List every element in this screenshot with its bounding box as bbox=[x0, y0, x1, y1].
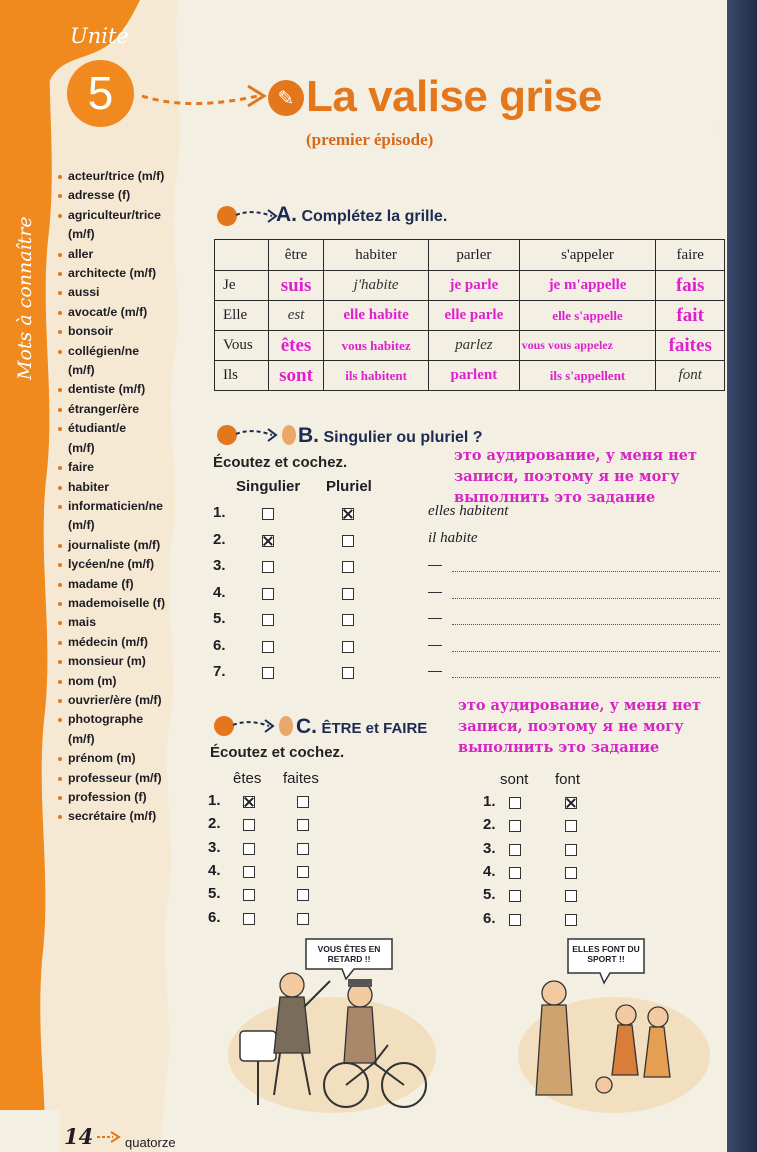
pluriel-checkbox[interactable] bbox=[342, 588, 354, 600]
vocab-item: nom (m) bbox=[58, 672, 178, 691]
unit-number: 5 bbox=[87, 67, 114, 119]
choice-checkbox[interactable] bbox=[297, 843, 309, 855]
vocab-item: mais bbox=[58, 613, 178, 632]
choice-checkbox[interactable] bbox=[509, 914, 521, 926]
section-a-title: A. Complétez la grille. bbox=[276, 203, 448, 226]
choice-checkbox[interactable] bbox=[243, 913, 255, 925]
grid-header-cell bbox=[215, 240, 269, 271]
grid-answer[interactable]: vous habitez bbox=[324, 331, 429, 361]
column-sont: sont bbox=[500, 771, 529, 788]
choice-checkbox[interactable] bbox=[243, 889, 255, 901]
vocab-item: profession (f) bbox=[58, 788, 178, 807]
row-number: 2. bbox=[213, 530, 226, 548]
section-c-note: это аудирование, у меня нет записи, поэтому я не могу выполнить это задание bbox=[458, 697, 701, 756]
page-number-word: quatorze bbox=[125, 1135, 176, 1150]
grid-given: est bbox=[269, 301, 324, 331]
answer-dash: — bbox=[428, 556, 442, 572]
choice-checkbox[interactable] bbox=[509, 844, 521, 856]
choice-checkbox[interactable] bbox=[243, 843, 255, 855]
grid-answer[interactable]: fais bbox=[656, 271, 725, 301]
grid-answer[interactable]: suis bbox=[269, 271, 324, 301]
vocab-item: informaticien/ne bbox=[58, 497, 178, 516]
pluriel-checkbox[interactable] bbox=[342, 614, 354, 626]
grid-answer[interactable]: je parle bbox=[429, 271, 519, 301]
vocab-item: médecin (m/f) bbox=[58, 633, 178, 652]
grid-pronoun: Elle bbox=[215, 301, 269, 331]
page-number: 14 bbox=[64, 1124, 94, 1149]
vocab-item: secrétaire (m/f) bbox=[58, 807, 178, 826]
choice-checkbox[interactable] bbox=[243, 866, 255, 878]
sidebar-heading: Mots à connaître bbox=[14, 216, 36, 380]
grid-answer[interactable]: je m'appelle bbox=[519, 271, 656, 301]
row-number: 2. bbox=[208, 815, 221, 833]
row-number: 2. bbox=[483, 816, 496, 834]
vocab-item: aussi bbox=[58, 283, 178, 302]
grid-answer[interactable]: elle habite bbox=[324, 301, 429, 331]
vocab-item: prénom (m) bbox=[58, 749, 178, 768]
page-title: La valise grise bbox=[306, 72, 602, 121]
vocab-item: ouvrier/ère (m/f) bbox=[58, 691, 178, 710]
grid-answer[interactable]: elle parle bbox=[429, 301, 519, 331]
conjugation-grid bbox=[214, 239, 725, 391]
grid-given: font bbox=[656, 361, 725, 391]
vocab-item: aller bbox=[58, 245, 178, 264]
choice-checkbox[interactable] bbox=[509, 820, 521, 832]
vocab-item: agriculteur/trice bbox=[58, 206, 178, 225]
choice-checkbox[interactable] bbox=[565, 890, 577, 902]
svg-text:✎: ✎ bbox=[277, 86, 295, 110]
grid-header-cell: parler bbox=[429, 240, 519, 271]
unit-label: Unité bbox=[70, 24, 129, 48]
section-c-arrow-icon bbox=[212, 713, 296, 739]
grid-pronoun: Je bbox=[215, 271, 269, 301]
speech-bubble-right: ELLES FONT DU SPORT !! bbox=[572, 944, 640, 964]
row-number: 6. bbox=[208, 908, 221, 926]
vocab-item: étudiant/e bbox=[58, 419, 178, 438]
answer-dash: — bbox=[428, 635, 442, 652]
section-b-instruction: Écoutez et cochez. bbox=[213, 454, 348, 471]
row-number: 3. bbox=[483, 839, 496, 857]
singulier-checkbox[interactable] bbox=[262, 535, 274, 547]
answer-dash: — bbox=[428, 662, 442, 678]
grid-answer[interactable]: fait bbox=[656, 301, 725, 331]
section-b-title: B. Singulier ou pluriel ? bbox=[298, 424, 483, 447]
column-font: font bbox=[555, 771, 581, 788]
vocab-item: (m/f) bbox=[68, 227, 95, 242]
choice-checkbox[interactable] bbox=[565, 820, 577, 832]
grid-answer[interactable]: faites bbox=[656, 331, 725, 361]
section-b-note: это аудирование, у меня нет записи, поэтому я не могу выполнить это задание bbox=[454, 447, 697, 506]
grid-answer[interactable]: parlent bbox=[429, 361, 519, 391]
row-number: 7. bbox=[213, 663, 226, 680]
answer-dash: — bbox=[428, 582, 442, 599]
singulier-checkbox[interactable] bbox=[262, 667, 274, 679]
vocab-item: lycéen/ne (m/f) bbox=[58, 555, 178, 574]
choice-checkbox[interactable] bbox=[509, 890, 521, 902]
vocab-item: adresse (f) bbox=[58, 186, 178, 205]
vocabulary-list bbox=[58, 167, 178, 827]
singulier-checkbox[interactable] bbox=[262, 588, 274, 600]
choice-checkbox[interactable] bbox=[565, 797, 577, 809]
dashed-arrow-icon bbox=[140, 78, 306, 118]
page-subtitle: (premier épisode) bbox=[306, 130, 434, 149]
grid-given: parlez bbox=[429, 331, 519, 361]
row-number: 3. bbox=[208, 838, 221, 856]
column-singulier: Singulier bbox=[236, 478, 301, 495]
choice-checkbox[interactable] bbox=[565, 867, 577, 879]
column-faites: faites bbox=[283, 770, 319, 787]
grid-pronoun: Ils bbox=[215, 361, 269, 391]
answer-line[interactable] bbox=[452, 677, 720, 678]
choice-checkbox[interactable] bbox=[509, 867, 521, 879]
row-number: 6. bbox=[213, 636, 226, 654]
choice-checkbox[interactable] bbox=[297, 889, 309, 901]
choice-checkbox[interactable] bbox=[243, 819, 255, 831]
singulier-checkbox[interactable] bbox=[262, 508, 274, 520]
section-c-title: C. ÊTRE et FAIRE bbox=[296, 715, 428, 738]
grid-header-cell: habiter bbox=[324, 240, 429, 271]
choice-checkbox[interactable] bbox=[509, 797, 521, 809]
singulier-checkbox[interactable] bbox=[262, 641, 274, 653]
pluriel-checkbox[interactable] bbox=[342, 535, 354, 547]
row-number: 5. bbox=[483, 886, 496, 904]
grid-row-je bbox=[215, 271, 725, 301]
vocab-item: bonsoir bbox=[58, 322, 178, 341]
grid-header-row bbox=[215, 240, 725, 271]
column-pluriel: Pluriel bbox=[326, 478, 372, 495]
answer-line[interactable] bbox=[452, 598, 720, 599]
row-number: 4. bbox=[213, 583, 226, 601]
row-number: 1. bbox=[208, 792, 221, 809]
pluriel-checkbox[interactable] bbox=[342, 561, 354, 573]
choice-checkbox[interactable] bbox=[297, 796, 309, 808]
section-b-arrow-icon bbox=[216, 423, 300, 447]
grid-header-cell: s'appeler bbox=[519, 240, 656, 271]
book-spine-edge bbox=[727, 0, 757, 1152]
grid-answer[interactable]: sont bbox=[269, 361, 324, 391]
grid-header-cell: être bbox=[269, 240, 324, 271]
grid-row-elle bbox=[215, 301, 725, 331]
vocab-item: faire bbox=[58, 458, 178, 477]
answer-line[interactable] bbox=[452, 624, 720, 625]
grid-given: j'habite bbox=[324, 271, 429, 301]
speech-bubble-left: VOUS ÊTES EN RETARD !! bbox=[317, 944, 381, 964]
pluriel-checkbox[interactable] bbox=[342, 641, 354, 653]
vocab-item: (m/f) bbox=[68, 440, 95, 455]
vocab-item: photographe bbox=[58, 710, 178, 729]
choice-checkbox[interactable] bbox=[297, 819, 309, 831]
pluriel-checkbox[interactable] bbox=[342, 667, 354, 679]
grid-row-ils bbox=[215, 361, 725, 391]
row-number: 1. bbox=[483, 793, 496, 810]
grid-answer[interactable]: êtes bbox=[269, 331, 324, 361]
singulier-checkbox[interactable] bbox=[262, 614, 274, 626]
grid-answer[interactable]: elle s'appelle bbox=[519, 301, 656, 331]
pluriel-checkbox[interactable] bbox=[342, 508, 354, 520]
row-number: 5. bbox=[213, 610, 226, 627]
grid-answer[interactable]: ils s'appellent bbox=[519, 361, 656, 391]
answer-line[interactable] bbox=[452, 571, 720, 572]
vocab-item: étranger/ère bbox=[58, 400, 178, 419]
vocab-item: (m/f) bbox=[68, 518, 95, 533]
grid-header-cell: faire bbox=[656, 240, 725, 271]
row-number: 5. bbox=[208, 885, 221, 903]
vocab-item: (m/f) bbox=[68, 731, 95, 746]
answer-dash: — bbox=[428, 609, 442, 625]
vocab-item: avocat/e (m/f) bbox=[58, 303, 178, 322]
row-number: 4. bbox=[208, 861, 221, 879]
grid-pronoun: Vous bbox=[215, 331, 269, 361]
grid-row-vous bbox=[215, 331, 725, 361]
column-etes: êtes bbox=[233, 770, 262, 787]
choice-checkbox[interactable] bbox=[565, 844, 577, 856]
row-number: 3. bbox=[213, 557, 226, 574]
vocab-item: architecte (m/f) bbox=[58, 264, 178, 283]
answer-line[interactable] bbox=[452, 651, 720, 652]
choice-checkbox[interactable] bbox=[243, 796, 255, 808]
grid-answer[interactable]: ils habitent bbox=[324, 361, 429, 391]
vocab-item: (m/f) bbox=[68, 363, 95, 378]
choice-checkbox[interactable] bbox=[565, 914, 577, 926]
choice-checkbox[interactable] bbox=[297, 866, 309, 878]
grid-answer[interactable]: vous vous appelez bbox=[519, 331, 656, 361]
vocab-item: acteur/trice (m/f) bbox=[58, 167, 178, 186]
row-number: 6. bbox=[483, 909, 496, 927]
row-number: 1. bbox=[213, 504, 226, 521]
choice-checkbox[interactable] bbox=[297, 913, 309, 925]
vocab-item: dentiste (m/f) bbox=[58, 380, 178, 399]
singulier-checkbox[interactable] bbox=[262, 561, 274, 573]
section-c-instruction: Écoutez et cochez. bbox=[210, 744, 345, 761]
vocab-item: madame (f) bbox=[58, 575, 178, 594]
vocab-item: mademoiselle (f) bbox=[58, 594, 178, 613]
answer-example: elles habitent bbox=[428, 503, 509, 519]
footer-arrow-icon bbox=[95, 1131, 123, 1143]
vocab-item: habiter bbox=[58, 478, 178, 497]
vocab-item: professeur (m/f) bbox=[58, 769, 178, 788]
vocab-item: monsieur (m) bbox=[58, 652, 178, 671]
vocab-item: journaliste (m/f) bbox=[58, 536, 178, 555]
vocab-item: collégien/ne bbox=[58, 342, 178, 361]
answer-example: il habite bbox=[428, 529, 478, 546]
row-number: 4. bbox=[483, 862, 496, 880]
